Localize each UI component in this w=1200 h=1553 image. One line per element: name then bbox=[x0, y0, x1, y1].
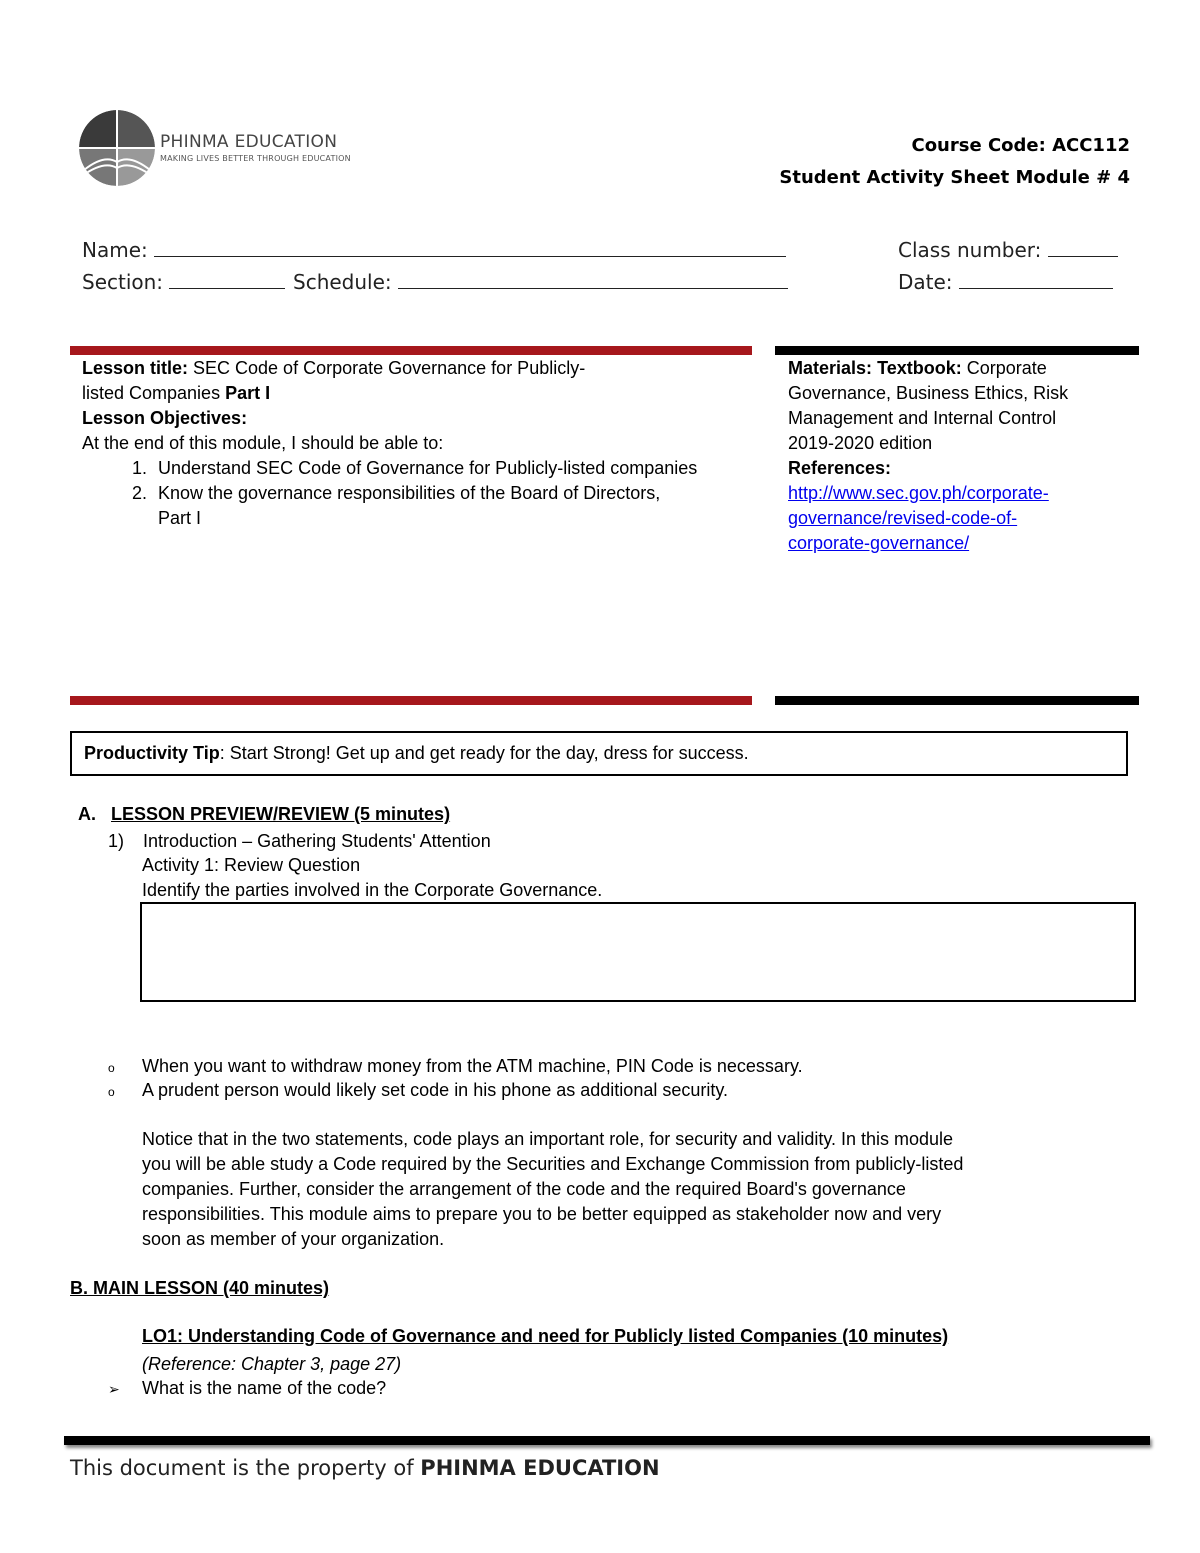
question-item bbox=[108, 1376, 387, 1402]
bullet-text: A prudent person would likely set code in his phone as additional security. bbox=[142, 1080, 729, 1100]
objectives-list bbox=[82, 456, 742, 531]
reference-link[interactable]: corporate-governance/ bbox=[788, 533, 970, 553]
name-field[interactable] bbox=[82, 236, 786, 262]
textbook-line1: Corporate bbox=[961, 358, 1047, 378]
section-label: Section: bbox=[82, 270, 164, 294]
intro-item bbox=[108, 829, 491, 854]
logo-name: PHINMA EDUCATION bbox=[160, 132, 338, 152]
red-divider-bottom bbox=[70, 696, 752, 705]
lo1-reference: (Reference: Chapter 3, page 27) bbox=[142, 1354, 402, 1374]
objectives-label: Lesson Objectives: bbox=[82, 408, 248, 428]
item-number: 1) bbox=[108, 831, 125, 851]
reference-link[interactable]: http://www.sec.gov.ph/corporate- bbox=[788, 483, 1049, 503]
lesson-title-part: Part I bbox=[225, 383, 271, 403]
date-line[interactable] bbox=[959, 268, 1113, 289]
review-question: Identify the parties involved in the Corporate Governance. bbox=[142, 880, 603, 900]
textbook-line4: 2019-2020 edition bbox=[788, 433, 933, 453]
name-label: Name: bbox=[82, 238, 148, 262]
references-label: References: bbox=[788, 458, 892, 478]
tip-label: Productivity Tip bbox=[84, 743, 220, 763]
paragraph-line: companies. Further, consider the arrangement of the code and the required Board's governance bbox=[142, 1179, 906, 1199]
activity-title: Activity 1: Review Question bbox=[142, 855, 361, 875]
lesson-title-line2: listed Companies bbox=[82, 383, 226, 403]
course-header bbox=[779, 130, 1130, 194]
textbook-line3: Management and Internal Control bbox=[788, 408, 1057, 428]
footer-text bbox=[70, 1456, 660, 1480]
bullet-icon: o bbox=[108, 1061, 115, 1075]
section-a-title: LESSON PREVIEW/REVIEW (5 minutes) bbox=[111, 804, 451, 824]
section-line[interactable] bbox=[169, 268, 285, 289]
arrow-bullet-icon: ➢ bbox=[108, 1381, 120, 1397]
section-b-heading: B. MAIN LESSON (40 minutes) bbox=[70, 1278, 330, 1298]
red-divider-top bbox=[70, 346, 752, 355]
question-text: What is the name of the code? bbox=[142, 1378, 387, 1398]
productivity-tip-box bbox=[70, 731, 1128, 776]
objectives-intro: At the end of this module, I should be able to: bbox=[82, 433, 444, 453]
schedule-line[interactable] bbox=[398, 268, 788, 289]
logo-tagline: MAKING LIVES BETTER THROUGH EDUCATION bbox=[160, 154, 351, 163]
item-text: Introduction – Gathering Students' Attention bbox=[143, 831, 491, 851]
lesson-block bbox=[82, 356, 742, 531]
answer-box[interactable] bbox=[140, 902, 1136, 1002]
paragraph-line: responsibilities. This module aims to prepare you to be better equipped as stakeholder now and very bbox=[142, 1204, 942, 1224]
intro-paragraph bbox=[142, 1127, 1142, 1252]
footer-owner: PHINMA EDUCATION bbox=[420, 1456, 660, 1480]
reference-link[interactable]: governance/revised-code-of- bbox=[788, 508, 1018, 528]
bullet-icon: o bbox=[108, 1085, 115, 1099]
date-label: Date: bbox=[898, 270, 953, 294]
lo1-heading: LO1: Understanding Code of Governance and need for Publicly listed Companies (10 minutes) bbox=[142, 1326, 949, 1346]
textbook-line2: Governance, Business Ethics, Risk bbox=[788, 383, 1069, 403]
course-code: Course Code: ACC112 bbox=[911, 135, 1130, 156]
footer-divider bbox=[64, 1436, 1150, 1445]
lesson-title-text: SEC Code of Corporate Governance for Publicly- bbox=[188, 358, 586, 378]
black-divider-bottom bbox=[775, 696, 1139, 705]
paragraph-line: soon as member of your organization. bbox=[142, 1229, 445, 1249]
class-number-line[interactable] bbox=[1048, 236, 1118, 257]
lesson-title-label: Lesson title: bbox=[82, 358, 189, 378]
objective-item: 2. Know the governance responsibilities of the Board of Directors, Part I bbox=[152, 481, 678, 531]
bullet-text: When you want to withdraw money from the ATM machine, PIN Code is necessary. bbox=[142, 1056, 803, 1076]
paragraph-line: Notice that in the two statements, code plays an important role, for security and validity. In this module bbox=[142, 1129, 954, 1149]
bullet-item bbox=[108, 1054, 803, 1081]
module-title: Student Activity Sheet Module # 4 bbox=[779, 167, 1130, 188]
section-field[interactable] bbox=[82, 268, 285, 294]
materials-block bbox=[788, 356, 1133, 556]
black-divider-top bbox=[775, 346, 1139, 355]
tip-text: : Start Strong! Get up and get ready for the day, dress for success. bbox=[219, 743, 749, 763]
section-a-letter: A. bbox=[78, 804, 96, 824]
schedule-field[interactable] bbox=[293, 268, 788, 294]
name-line[interactable] bbox=[154, 236, 786, 257]
date-field[interactable] bbox=[898, 268, 1113, 294]
paragraph-line: you will be able study a Code required by the Securities and Exchange Commission from publicly-listed bbox=[142, 1154, 964, 1174]
bullet-item bbox=[108, 1078, 729, 1105]
section-a-heading bbox=[78, 804, 450, 825]
materials-label: Materials: bbox=[788, 358, 873, 378]
textbook-label: Textbook: bbox=[877, 358, 962, 378]
schedule-label: Schedule: bbox=[293, 270, 392, 294]
class-number-label: Class number: bbox=[898, 238, 1042, 262]
footer-prefix: This document is the property of bbox=[70, 1456, 421, 1480]
class-number-field[interactable] bbox=[898, 236, 1118, 262]
objective-item: 1. Understand SEC Code of Governance for Publicly-listed companies bbox=[152, 456, 698, 481]
